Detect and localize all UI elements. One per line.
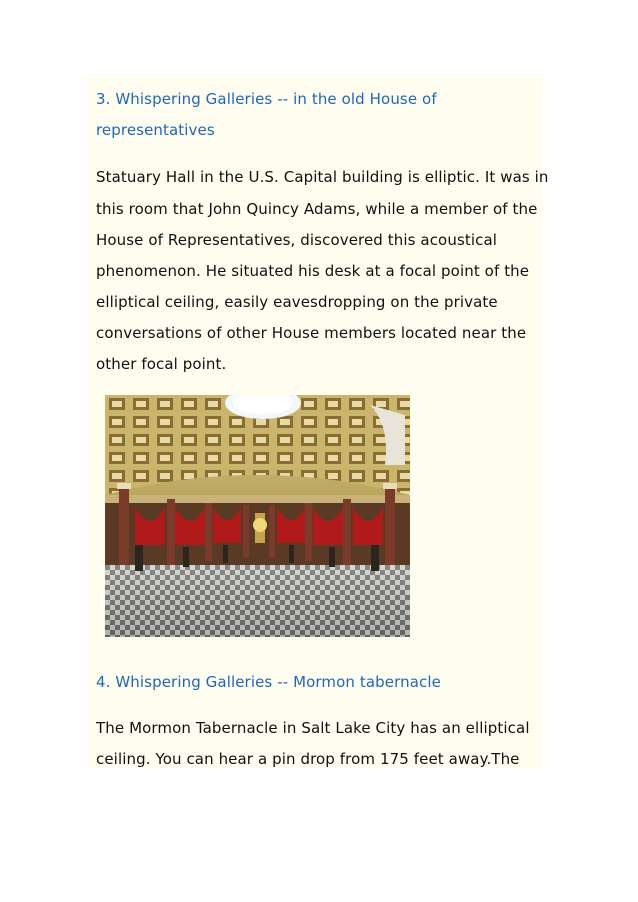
section3-body-line: conversations of other House members located near the	[96, 324, 527, 342]
section3-body-line: elliptical ceiling, easily eavesdropping on the private	[96, 293, 498, 311]
section3-body-line: Statuary Hall in the U.S. Capital building is elliptic. It was in	[96, 168, 549, 186]
section3-heading-line2: representatives	[96, 121, 215, 139]
statuary-hall-photo	[105, 395, 410, 637]
section4-body-line: ceiling. You can hear a pin drop from 175 feet away.The	[96, 750, 520, 768]
section3-body-line: this room that John Quincy Adams, while a member of the	[96, 200, 538, 218]
section3-body-line: House of Representatives, discovered this acoustical	[96, 231, 498, 249]
section4-body-line: The Mormon Tabernacle in Salt Lake City has an elliptical	[96, 719, 530, 737]
section3-heading-line1: 3. Whispering Galleries -- in the old House of	[96, 90, 437, 108]
section3-body-line: phenomenon. He situated his desk at a focal point of the	[96, 262, 530, 280]
section4-heading: 4. Whispering Galleries -- Mormon tabernacle	[96, 673, 441, 691]
section3-body-line: other focal point.	[96, 355, 227, 373]
